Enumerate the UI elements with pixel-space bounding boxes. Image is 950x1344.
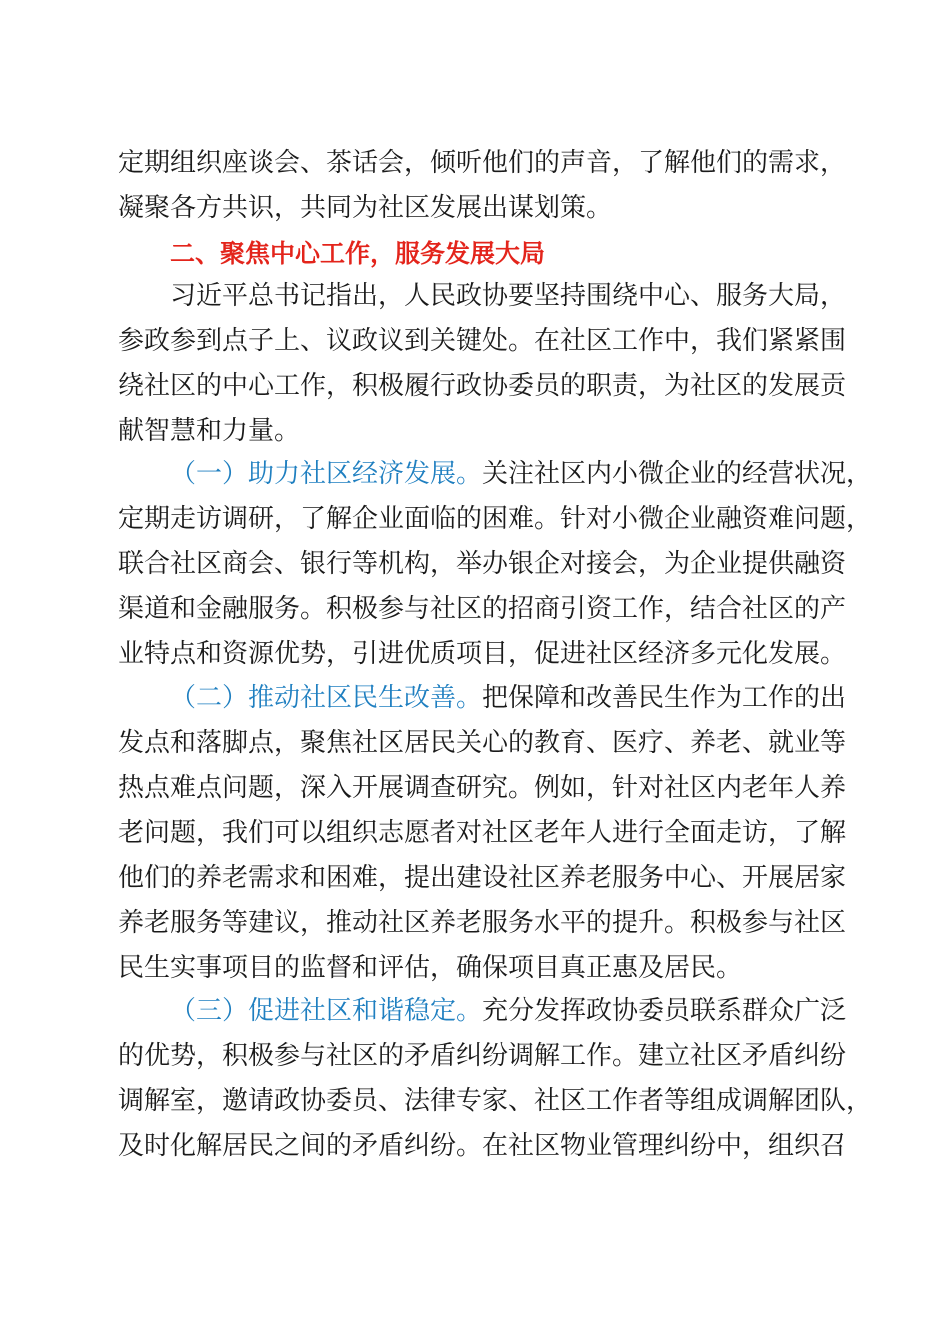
paragraph-text: 充分发挥政协委员联系群众广泛 [482, 996, 847, 1026]
paragraph-line: 他们的养老需求和困难，提出建设社区养老服务中心、开展居家 [118, 863, 847, 893]
paragraph-line: 献智慧和力量。 [118, 416, 301, 446]
paragraph-line: 民生实事项目的监督和评估，确保项目真正惠及居民。 [118, 953, 743, 983]
paragraph-line: 的优势，积极参与社区的矛盾纠纷调解工作。建立社区矛盾纠纷 [118, 1041, 847, 1071]
paragraph-line: 养老服务等建议，推动社区养老服务水平的提升。积极参与社区 [118, 908, 847, 938]
intro-paragraph [118, 274, 847, 454]
sub-heading: （二）推动社区民生改善。 [170, 683, 483, 713]
paragraph-line: 凝聚各方共识，共同为社区发展出谋划策。 [118, 193, 613, 223]
item-3-paragraph [118, 989, 873, 1169]
paragraph-line: 参政参到点子上、议政议到关键处。在社区工作中，我们紧紧围 [118, 326, 847, 356]
paragraph-text: 把保障和改善民生作为工作的出 [482, 683, 847, 713]
paragraph-line: 习近平总书记指出，人民政协要坚持围绕中心、服务大局， [170, 281, 847, 311]
paragraph-line: 热点难点问题，深入开展调查研究。例如，针对社区内老年人养 [118, 773, 847, 803]
sub-heading: （三）促进社区和谐稳定。 [170, 996, 483, 1026]
paragraph-first-line [118, 676, 847, 721]
paragraph-line: 业特点和资源优势，引进优质项目，促进社区经济多元化发展。 [118, 639, 847, 669]
paragraph-line: 定期走访调研，了解企业面临的困难。针对小微企业融资难问题， [118, 504, 873, 534]
sub-heading: （一）助力社区经济发展。 [170, 459, 483, 489]
continuation-paragraph [118, 141, 847, 231]
paragraph-text: 关注社区内小微企业的经营状况， [482, 459, 873, 489]
paragraph-first-line [118, 989, 847, 1034]
item-2-paragraph [118, 676, 847, 991]
paragraph-line: 老问题，我们可以组织志愿者对社区老年人进行全面走访，了解 [118, 818, 847, 848]
paragraph-line: 渠道和金融服务。积极参与社区的招商引资工作，结合社区的产 [118, 594, 847, 624]
paragraph-line: 调解室，邀请政协委员、法律专家、社区工作者等组成调解团队， [118, 1086, 873, 1116]
paragraph-line: 及时化解居民之间的矛盾纠纷。在社区物业管理纠纷中，组织召 [118, 1131, 847, 1161]
paragraph-line: 绕社区的中心工作，积极履行政协委员的职责，为社区的发展贡 [118, 371, 847, 401]
paragraph-line: 联合社区商会、银行等机构，举办银企对接会，为企业提供融资 [118, 549, 847, 579]
section-heading: 二、聚焦中心工作，服务发展大局 [170, 239, 546, 268]
paragraph-line: 定期组织座谈会、茶话会，倾听他们的声音，了解他们的需求， [118, 148, 847, 178]
item-1-paragraph [118, 452, 873, 677]
paragraph-line: 发点和落脚点，聚焦社区居民关心的教育、医疗、养老、就业等 [118, 728, 847, 758]
paragraph-first-line [118, 452, 873, 497]
